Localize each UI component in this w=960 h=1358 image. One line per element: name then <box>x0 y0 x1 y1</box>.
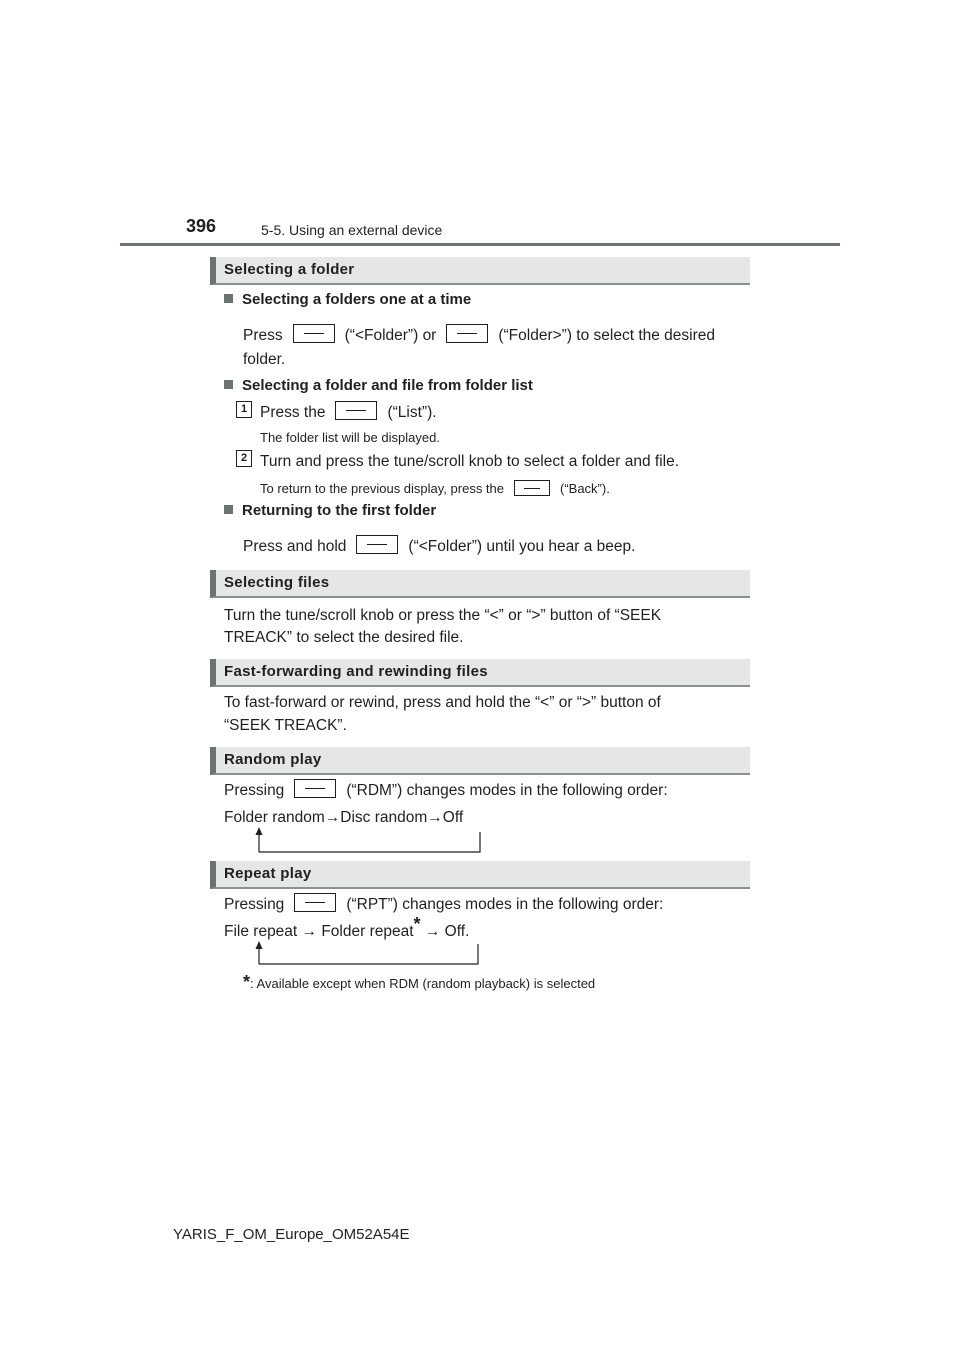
section-heading-fast-forward <box>210 659 750 687</box>
repeat-sequence: File repeat → Folder repeat* → Off. <box>224 913 470 940</box>
paragraph-repeat: Pressing (“RPT”) changes modes in the following order: <box>224 893 663 916</box>
paragraph-random: Pressing (“RDM”) changes modes in the following order: <box>224 779 668 802</box>
subheading-from-list: Selecting a folder and file from folder list <box>224 377 533 394</box>
rpt-button-icon <box>294 893 336 912</box>
step-2-text: Turn and press the tune/scroll knob to select a folder and file. <box>260 453 680 470</box>
paragraph-selecting-files-2: TREACK” to select the desired file. <box>224 629 464 646</box>
section-title: Random play <box>224 751 322 768</box>
section-title: Fast-forwarding and rewinding files <box>224 663 488 680</box>
paragraph-press-hold: Press and hold (“<Folder”) until you hear a beep. <box>243 535 635 558</box>
folder-prev-button-icon <box>356 535 398 554</box>
list-button-icon <box>335 401 377 420</box>
section-title: Selecting files <box>224 574 330 591</box>
folder-prev-button-icon <box>293 324 335 343</box>
step-2-note: To return to the previous display, press the (“Back”). <box>260 481 610 496</box>
cycle-loop-arrow-icon <box>250 940 485 968</box>
step-2-badge: 2 <box>236 450 252 467</box>
subheading-first-folder: Returning to the first folder <box>224 502 436 519</box>
subheading-one-at-a-time: Selecting a folders one at a time <box>224 291 471 308</box>
document-code: YARIS_F_OM_Europe_OM52A54E <box>173 1226 410 1243</box>
header-divider <box>120 243 840 246</box>
footnote: *: Available except when RDM (random playback) is selected <box>243 972 596 992</box>
section-title: Selecting a folder <box>224 261 355 278</box>
step-1-badge: 1 <box>236 401 252 418</box>
cycle-loop-arrow-icon <box>250 826 485 854</box>
folder-next-button-icon <box>446 324 488 343</box>
square-bullet-icon <box>224 380 233 389</box>
random-sequence: Folder random→Disc random→Off <box>224 809 464 826</box>
paragraph-fast-forward-2: “SEEK TREACK”. <box>224 717 347 734</box>
chapter-title: 5-5. Using an external device <box>261 222 443 238</box>
section-heading-selecting-folder <box>210 257 750 285</box>
back-button-icon <box>514 480 550 496</box>
step-1-note: The folder list will be displayed. <box>260 430 440 445</box>
paragraph-fast-forward-1: To fast-forward or rewind, press and hold the “<” or “>” button of <box>224 694 661 711</box>
square-bullet-icon <box>224 294 233 303</box>
footnote-asterisk: * <box>243 972 251 992</box>
section-heading-repeat-play <box>210 861 750 889</box>
section-title: Repeat play <box>224 865 312 882</box>
page-number: 396 <box>186 216 217 236</box>
paragraph-press-folder: Press (“<Folder”) or (“Folder>”) to select the desired <box>243 324 715 347</box>
paragraph-selecting-files-1: Turn the tune/scroll knob or press the “<” or “>” button of “SEEK <box>224 607 662 624</box>
paragraph-folder-cont: folder. <box>243 351 286 368</box>
section-heading-selecting-files <box>210 570 750 598</box>
section-heading-random-play <box>210 747 750 775</box>
asterisk-mark: * <box>413 913 421 934</box>
step-1-text: Press the (“List”). <box>260 401 437 424</box>
square-bullet-icon <box>224 505 233 514</box>
rdm-button-icon <box>294 779 336 798</box>
